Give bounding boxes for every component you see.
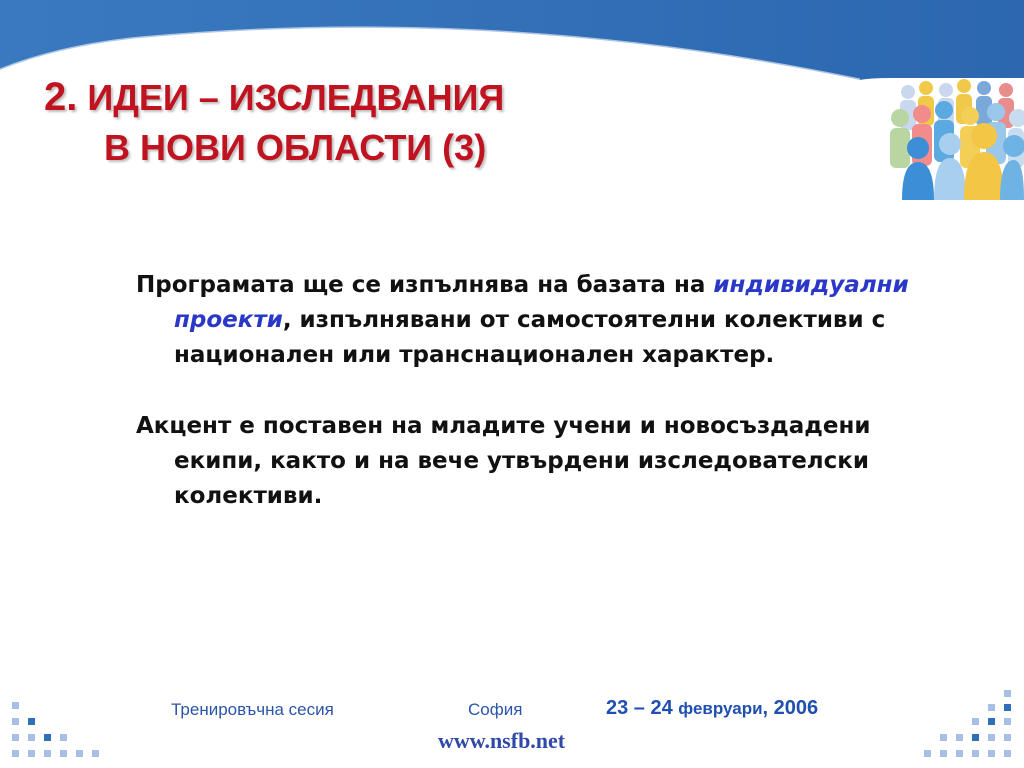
footer-date-month: февруари: [678, 699, 763, 718]
paragraph-2: Акцент е поставен на младите учени и новосъздадени екипи, както и на вече утвърдени изследователски колективи.: [136, 413, 871, 509]
slide-title: [44, 72, 504, 173]
title-line-2: В НОВИ ОБЛАСТИ (3): [104, 127, 487, 168]
footer-date-year: , 2006: [762, 697, 819, 719]
footer-session: Тренировъчна сесия: [171, 700, 334, 719]
paragraph-1-end: , изпълнявани от самостоятелни колективи с национален или транснационален характер.: [174, 307, 886, 368]
people-group-icon: [888, 78, 1024, 200]
title-line-1: ИДЕИ – ИЗСЛЕДВАНИЯ: [87, 77, 505, 118]
paragraph-1-start: Програмата ще се изпълнява на базата на: [136, 272, 714, 298]
title-number: 2.: [44, 75, 78, 119]
footer-url[interactable]: www.nsfb.net: [438, 728, 566, 753]
slide-body: [136, 268, 936, 550]
square-pattern-left: [12, 702, 99, 757]
footer-date: [606, 697, 818, 720]
paragraph-1: [136, 268, 936, 373]
paragraph-1-emphasis: индивидуални проекти: [174, 272, 909, 333]
footer-date-days: 23 – 24: [606, 697, 673, 719]
square-pattern-right: [924, 690, 1011, 757]
footer-city: София: [468, 700, 523, 719]
